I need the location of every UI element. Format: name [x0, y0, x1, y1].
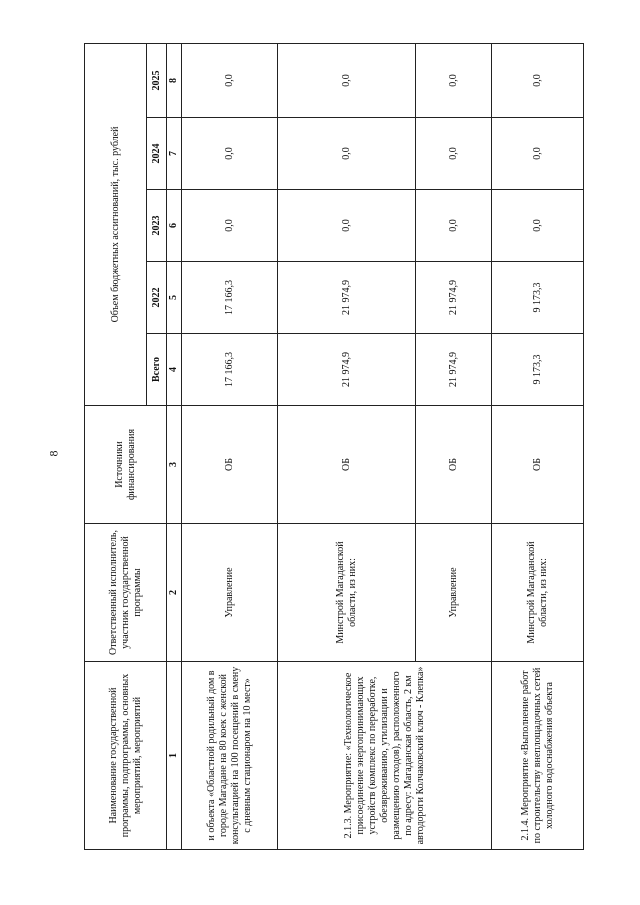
row-2023: 0,0 — [492, 190, 584, 262]
row-total: 9 173,3 — [492, 334, 584, 406]
header-row-1 — [85, 43, 147, 849]
row-2025: 0,0 — [182, 43, 278, 117]
row-2023: 0,0 — [278, 190, 416, 262]
header-year-2022: 2022 — [147, 262, 167, 334]
table-row — [492, 43, 584, 849]
column-number: 6 — [167, 190, 182, 262]
header-total: Всего — [147, 334, 167, 406]
column-number-row — [167, 43, 182, 849]
row-executor: Управление — [416, 524, 492, 662]
row-total: 17 166,3 — [182, 334, 278, 406]
header-budget-group: Объем бюджетных ассигнований, тыс. рублей — [85, 43, 147, 405]
header-year-2023: 2023 — [147, 190, 167, 262]
page-number: 8 — [46, 450, 61, 457]
row-executor: Управление — [182, 524, 278, 662]
column-number: 8 — [167, 43, 182, 117]
column-number: 5 — [167, 262, 182, 334]
row-executor: Минстрой Магаданской области, из них: — [278, 524, 416, 662]
rotated-table-container — [84, 44, 584, 850]
row-source: ОБ — [278, 406, 416, 524]
header-year-2024: 2024 — [147, 118, 167, 190]
table-row — [182, 43, 278, 849]
row-2024: 0,0 — [416, 118, 492, 190]
row-2022: 17 166,3 — [182, 262, 278, 334]
row-2024: 0,0 — [278, 118, 416, 190]
column-number: 1 — [167, 662, 182, 850]
table-row — [278, 43, 416, 849]
budget-table — [84, 43, 584, 850]
column-number: 2 — [167, 524, 182, 662]
header-col3: Источники финансирования — [85, 406, 167, 524]
header-col2: Ответственный исполнитель, участник государственной программы — [85, 524, 167, 662]
row-total: 21 974,9 — [278, 334, 416, 406]
row-2022: 21 974,9 — [278, 262, 416, 334]
row-2025: 0,0 — [492, 43, 584, 117]
row-source: ОБ — [182, 406, 278, 524]
header-year-2025: 2025 — [147, 43, 167, 117]
row-2023: 0,0 — [182, 190, 278, 262]
column-number: 7 — [167, 118, 182, 190]
header-col1: Наименование государственной программы, подпрограммы, основных мероприятий, мероприятий — [85, 662, 167, 850]
row-2024: 0,0 — [492, 118, 584, 190]
row-executor: Минстрой Магаданской области, из них: — [492, 524, 584, 662]
row-2025: 0,0 — [278, 43, 416, 117]
row-name: 2.1.4. Мероприятие «Выполнение работ по строительству внеплощадочных сетей холодного водоснабжения объекта — [492, 662, 584, 850]
column-number: 4 — [167, 334, 182, 406]
column-number: 3 — [167, 406, 182, 524]
row-total: 21 974,9 — [416, 334, 492, 406]
row-name: и объекта «Областной родильный дом в городе Магадане на 80 коек с женской консультацией на 100 посещений в смену с дневным стационаром на 10 мест» — [182, 662, 278, 850]
row-2022: 9 173,3 — [492, 262, 584, 334]
row-2023: 0,0 — [416, 190, 492, 262]
row-name: 2.1.3. Мероприятие: «Технологическое присоединение энергопринимающих устройств (комплекс по переработке, обезвреживанию, утилизации и размещению отходов), расположенного по адресу: Магаданская область, 2 км автодороги Колчаковский ключ - Клепка» — [278, 662, 492, 850]
row-source: ОБ — [416, 406, 492, 524]
row-2024: 0,0 — [182, 118, 278, 190]
row-source: ОБ — [492, 406, 584, 524]
row-2025: 0,0 — [416, 43, 492, 117]
row-2022: 21 974,9 — [416, 262, 492, 334]
